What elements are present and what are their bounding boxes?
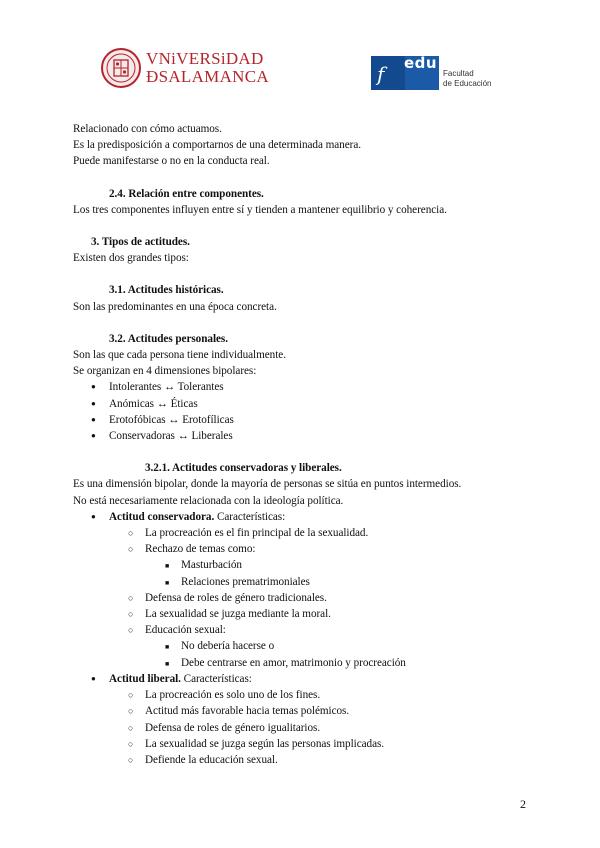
paragraph: Son las que cada persona tiene individualmente. [73, 349, 286, 362]
list-item: ○ La sexualidad se juzga mediante la moral. [73, 606, 533, 622]
list-item: ● Erotofóbicas ↔ Erotofílicas [73, 412, 533, 428]
list-item: ○ La sexualidad se juzga según las personas implicadas. [73, 736, 533, 752]
list-item: ○ La procreación es el fin principal de la sexualidad. [73, 525, 533, 541]
edu-f-letter: f [377, 62, 385, 86]
list-item: ○ Defensa de roles de género tradicionales. [73, 590, 533, 606]
list-item-liberal [73, 671, 533, 687]
edu-logo-box [371, 56, 439, 90]
section-heading-3-1: 3.1. Actitudes históricas. [109, 284, 224, 297]
faculty-line2: de Educación [443, 79, 492, 88]
university-name-line2: ÐSALAMANCA [146, 67, 269, 86]
page-header [0, 0, 600, 110]
attitudes-list [73, 509, 533, 525]
liberal-label: Actitud liberal. [109, 672, 181, 685]
paragraph: Es la predisposición a comportarnos de una determinada manera. [73, 139, 361, 152]
list-item: ● Conservadoras ↔ Liberales [73, 428, 533, 444]
list-item: ■ Masturbación [73, 557, 533, 573]
liberal-suffix: Características: [180, 672, 252, 685]
list-item: ● Intolerantes ↔ Tolerantes [73, 379, 533, 395]
list-item: ● Anómicas ↔ Éticas [73, 396, 533, 412]
page-number: 2 [520, 797, 526, 811]
list-item: ○ La procreación es solo uno de los fines. [73, 687, 533, 703]
paragraph: Los tres componentes influyen entre sí y tienden a mantener equilibrio y coherencia. [73, 203, 447, 216]
university-seal-icon [100, 46, 142, 90]
paragraph: Se organizan en 4 dimensiones bipolares: [73, 365, 257, 378]
section-heading-2-4: 2.4. Relación entre componentes. [109, 187, 264, 200]
conservadora-suffix: Características: [214, 510, 286, 523]
list-item: ■ No debería hacerse o [73, 638, 533, 654]
paragraph: Es una dimensión bipolar, donde la mayoría de personas se sitúa en puntos intermedios. [73, 478, 462, 491]
paragraph: No está necesariamente relacionada con la ideología política. [73, 494, 344, 507]
usal-logo [100, 46, 269, 90]
paragraph: Son las predominantes en una época concreta. [73, 300, 277, 313]
paragraph: Puede manifestarse o no en la conducta real. [73, 155, 270, 168]
section-heading-3: 3. Tipos de actitudes. [91, 236, 190, 249]
edu-word: edu [404, 56, 438, 72]
list-item: ○ Educación sexual: [73, 622, 533, 638]
list-item: ■ Debe centrarse en amor, matrimonio y procreación [73, 655, 533, 671]
list-item: ■ Relaciones prematrimoniales [73, 574, 533, 590]
list-item: ○ Actitud más favorable hacia temas polémicos. [73, 703, 533, 719]
conservadora-label: Actitud conservadora. [109, 510, 215, 523]
university-name-line1: VNiVERSiDAD [146, 49, 264, 68]
list-item: ○ Defensa de roles de género igualitarios. [73, 720, 533, 736]
document-body [73, 121, 533, 768]
list-item: ○ Defiende la educación sexual. [73, 752, 533, 768]
paragraph: Relacionado con cómo actuamos. [73, 123, 222, 135]
section-heading-3-2-1: 3.2.1. Actitudes conservadoras y liberales. [145, 462, 342, 475]
faculty-logo [371, 56, 491, 90]
list-item-conservadora [73, 509, 533, 525]
faculty-line1: Facultad [443, 69, 474, 78]
list-item: ○ Rechazo de temas como: [73, 541, 533, 557]
paragraph: Existen dos grandes tipos: [73, 252, 189, 265]
bipolar-dimensions-list [73, 379, 533, 444]
section-heading-3-2: 3.2. Actitudes personales. [109, 332, 228, 345]
